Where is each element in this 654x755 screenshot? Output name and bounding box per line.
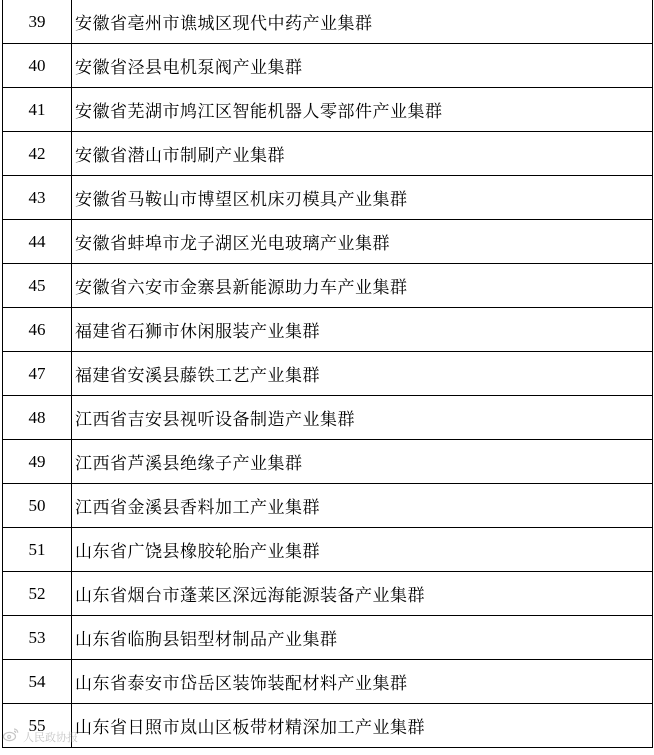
cluster-name: 山东省日照市岚山区板带材精深加工产业集群: [72, 704, 653, 748]
table-row: [3, 352, 653, 396]
table-row: [3, 484, 653, 528]
table-row: [3, 572, 653, 616]
cluster-name: 安徽省蚌埠市龙子湖区光电玻璃产业集群: [72, 220, 653, 264]
row-number: 46: [3, 308, 72, 352]
cluster-list-table: [2, 0, 653, 748]
table-row: [3, 44, 653, 88]
cluster-name: 安徽省泾县电机泵阀产业集群: [72, 44, 653, 88]
cluster-name: 福建省安溪县藤铁工艺产业集群: [72, 352, 653, 396]
row-number: 54: [3, 660, 72, 704]
watermark-text: 人民政协报: [23, 730, 78, 744]
row-number: 48: [3, 396, 72, 440]
row-number: 47: [3, 352, 72, 396]
row-number: 39: [3, 0, 72, 44]
row-number: 51: [3, 528, 72, 572]
table-row: [3, 220, 653, 264]
cluster-name: 安徽省亳州市谯城区现代中药产业集群: [72, 0, 653, 44]
cluster-list-body: [3, 0, 653, 748]
table-row: [3, 308, 653, 352]
cluster-name: 江西省芦溪县绝缘子产业集群: [72, 440, 653, 484]
row-number: 55: [3, 704, 72, 748]
table-row: [3, 440, 653, 484]
row-number: 52: [3, 572, 72, 616]
table-row: [3, 176, 653, 220]
row-number: 44: [3, 220, 72, 264]
cluster-name: 安徽省芜湖市鸠江区智能机器人零部件产业集群: [72, 88, 653, 132]
row-number: 49: [3, 440, 72, 484]
row-number: 41: [3, 88, 72, 132]
row-number: 50: [3, 484, 72, 528]
row-number: 53: [3, 616, 72, 660]
cluster-name: 福建省石狮市休闲服装产业集群: [72, 308, 653, 352]
cluster-name: 安徽省六安市金寨县新能源助力车产业集群: [72, 264, 653, 308]
table-row: [3, 0, 653, 44]
cluster-name: 江西省吉安县视听设备制造产业集群: [72, 396, 653, 440]
cluster-name: 山东省烟台市蓬莱区深远海能源装备产业集群: [72, 572, 653, 616]
table-row: [3, 132, 653, 176]
table-row: [3, 264, 653, 308]
row-number: 43: [3, 176, 72, 220]
row-number: 40: [3, 44, 72, 88]
table-row: [3, 616, 653, 660]
table-row: [3, 396, 653, 440]
cluster-name: 安徽省马鞍山市博望区机床刃模具产业集群: [72, 176, 653, 220]
cluster-name: 山东省泰安市岱岳区装饰装配材料产业集群: [72, 660, 653, 704]
table-row: [3, 704, 653, 748]
table-row: [3, 660, 653, 704]
cluster-name: 江西省金溪县香料加工产业集群: [72, 484, 653, 528]
cluster-name: 山东省广饶县橡胶轮胎产业集群: [72, 528, 653, 572]
row-number: 42: [3, 132, 72, 176]
cluster-name: 安徽省潜山市制刷产业集群: [72, 132, 653, 176]
table-row: [3, 88, 653, 132]
cluster-name: 山东省临朐县铝型材制品产业集群: [72, 616, 653, 660]
row-number: 45: [3, 264, 72, 308]
table-row: [3, 528, 653, 572]
